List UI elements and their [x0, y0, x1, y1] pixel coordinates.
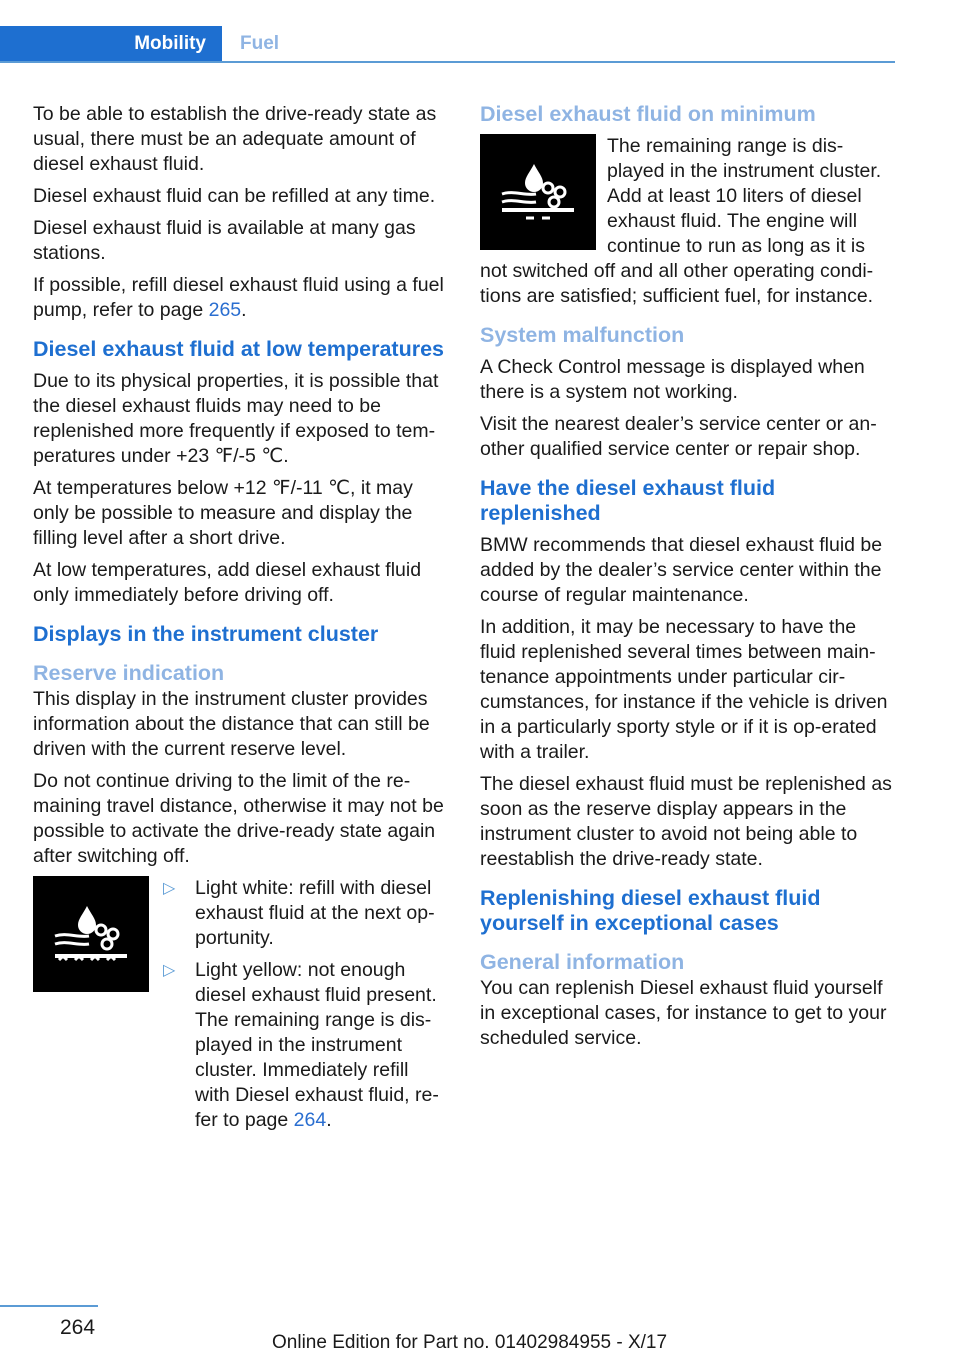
bullet-list: [163, 876, 447, 1140]
paragraph: Diesel exhaust fluid can be refilled at any time.: [33, 185, 436, 207]
heading-have-replenished: Have the diesel exhaust fluid replenished: [480, 476, 776, 525]
text: .: [241, 299, 247, 321]
page-link-265[interactable]: 265: [208, 299, 242, 321]
left-column: [33, 102, 447, 1140]
triangle-right-icon: ▷: [163, 880, 176, 897]
heading-fluid-minimum: Diesel exhaust fluid on minimum: [480, 102, 816, 126]
paragraph: Visit the nearest dealer’s service center or an-other qualified service center or repair shop.: [480, 413, 877, 460]
paragraph: The remaining range is dis-played in the instrument cluster. Add at least 10 liters of diesel exhaust fluid. The engine will continue to run as long as it is not switched off and all other operating condi-tions are satisfied; sufficient fuel, for instance.: [480, 135, 882, 307]
diesel-exhaust-fluid-icon: [480, 134, 596, 250]
paragraph: At low temperatures, add diesel exhaust fluid only immediately before driving off.: [33, 559, 422, 606]
tab-fuel[interactable]: Fuel: [240, 32, 280, 54]
chapter-header: [0, 26, 895, 63]
heading-replenish-yourself: Replenishing diesel exhaust fluid yourself in exceptional cases: [480, 886, 821, 935]
paragraph: To be able to establish the drive-ready state as usual, there must be an adequate amount of diesel exhaust fluid.: [33, 103, 437, 175]
heading-system-malfunction: System malfunction: [480, 323, 685, 347]
bullet-text: Light white: refill with diesel exhaust fluid at the next op-portunity.: [195, 877, 435, 949]
page-number: 264: [60, 1316, 96, 1339]
paragraph: A Check Control message is displayed when there is a system not working.: [480, 356, 865, 403]
tab-mobility[interactable]: Mobility: [0, 26, 222, 61]
list-item: [163, 958, 447, 1133]
text: .: [326, 1109, 332, 1131]
right-column: [480, 102, 896, 1058]
reserve-indicator-block: [33, 876, 447, 1140]
heading-general-information: General information: [480, 950, 685, 974]
page-number-rule: [0, 1305, 98, 1307]
paragraph: Do not continue driving to the limit of the re-maining travel distance, otherwise it may not be possible to activate the drive-ready state again after switching off.: [33, 770, 444, 867]
paragraph: At temperatures below +12 ℉/-11 ℃, it may only be possible to measure and display the filling level after a short drive.: [33, 477, 413, 549]
heading-reserve-indication: Reserve indication: [33, 661, 225, 685]
heading-low-temperatures: Diesel exhaust fluid at low temperatures: [33, 337, 445, 361]
paragraph: BMW recommends that diesel exhaust fluid be added by the dealer’s service center within the course of regular maintenance.: [480, 534, 883, 606]
edition-footer: Online Edition for Part no. 01402984955 - X/17: [272, 1332, 668, 1353]
heading-displays: Displays in the instrument cluster: [33, 622, 379, 646]
text: Light yellow: not enough diesel exhaust fluid present. The remaining range is dis-played in the instrument cluster. Immediately refill with Diesel exhaust fluid, re-fer to page: [195, 959, 439, 1131]
page-link-264[interactable]: 264: [293, 1109, 327, 1131]
paragraph: You can replenish Diesel exhaust fluid yourself in exceptional cases, for instance to get to your scheduled service.: [480, 977, 887, 1049]
paragraph: The diesel exhaust fluid must be replenished as soon as the reserve display appears in the instrument cluster to avoid not being able to reestablish the drive-ready state.: [480, 773, 892, 870]
text: If possible, refill diesel exhaust fluid using a fuel pump, refer to page: [33, 274, 444, 321]
paragraph: Diesel exhaust fluid is available at many gas stations.: [33, 217, 416, 264]
paragraph: This display in the instrument cluster provides information about the distance that can still be driven with the current reserve level.: [33, 688, 430, 760]
diesel-exhaust-fluid-icon: [33, 876, 149, 992]
triangle-right-icon: ▷: [163, 962, 176, 979]
bullet-text: [195, 958, 447, 1133]
paragraph: Due to its physical properties, it is possible that the diesel exhaust fluids may need to be replenished more frequently if exposed to tem-peratures under +23 ℉/-5 ℃.: [33, 370, 439, 467]
paragraph: [33, 273, 447, 323]
minimum-block: [480, 134, 896, 309]
paragraph: In addition, it may be necessary to have the fluid replenished several times between main-tenance appointments under particular cir-cumstances, for instance if the vehicle is driven in a particularly sporty style or if it is op-erated with a trailer.: [480, 616, 888, 763]
list-item: [163, 876, 447, 951]
